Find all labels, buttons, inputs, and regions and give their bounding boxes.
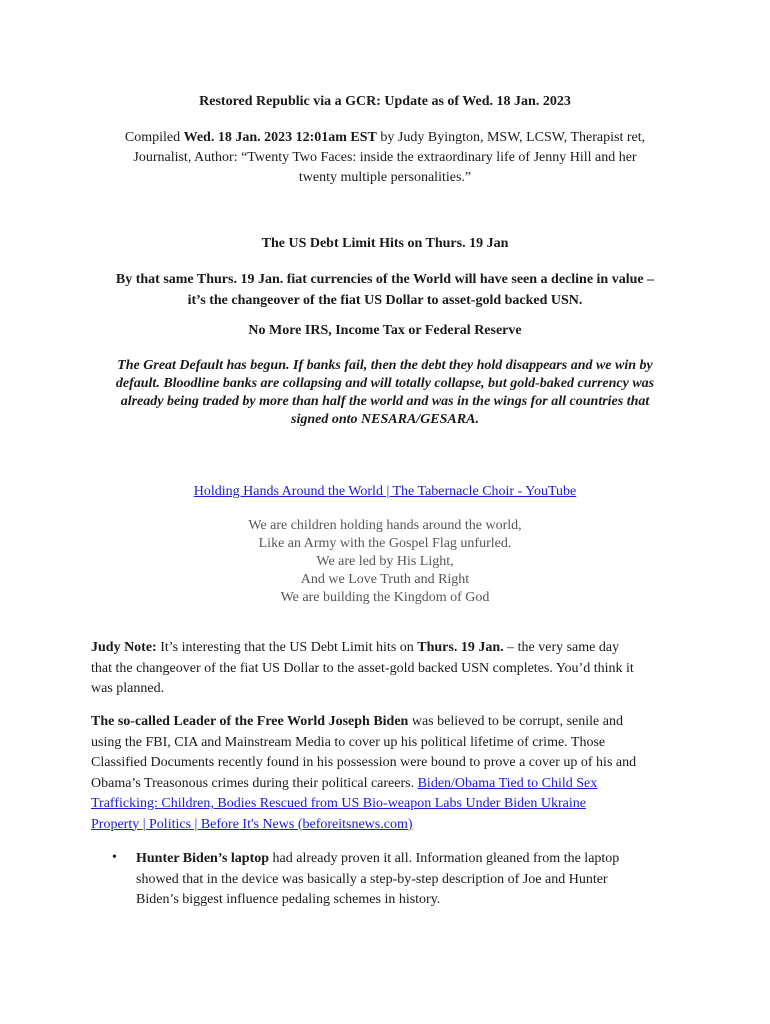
headline-no-irs: No More IRS, Income Tax or Federal Reserve [248, 323, 522, 338]
byline-author: by Judy Byington, MSW, LCSW, Therapist ret, [376, 130, 646, 145]
byline-line-2: Journalist, Author: “Twenty Two Faces: inside the extraordinary life of Jenny Hill and her [133, 150, 637, 165]
italic-line-2: default. Bloodline banks are collapsing and will totally collapse, but gold-baked currency was [115, 376, 655, 391]
headline-fiat-decline [0, 269, 770, 311]
compiled-date: Wed. 18 Jan. 2023 12:01am EST [183, 130, 377, 145]
biden-line-4 [91, 774, 691, 795]
judy-note-line-1 [91, 638, 691, 659]
byline-prefix: Compiled [124, 130, 184, 145]
hunter-bold-lead: Hunter Biden’s laptop [136, 851, 270, 866]
document-title: Restored Republic via a GCR: Update as of Wed. 18 Jan. 2023 [199, 94, 571, 109]
poem-line-3: We are led by His Light, [316, 554, 454, 569]
hunter-line-3: Biden’s biggest influence pedaling schemes in history. [136, 892, 441, 907]
biden-paragraph [91, 712, 691, 835]
biden-line-2: using the FBI, CIA and Mainstream Media to cover up his political lifetime of crime. Those [91, 734, 606, 750]
italic-line-4: signed onto NESARA/GESARA. [291, 412, 479, 427]
video-link-line [0, 484, 770, 500]
poem-block [0, 517, 770, 607]
judy-note-paragraph [91, 638, 691, 700]
tabernacle-choir-video-link[interactable]: Holding Hands Around the World | The Tabernacle Choir - YouTube [193, 484, 577, 499]
byline-line-3: twenty multiple personalities.” [298, 170, 472, 185]
biden-text-1: was believed to be corrupt, senile and [408, 714, 623, 729]
hunter-line-1 [136, 849, 696, 870]
poem-line-2: Like an Army with the Gospel Flag unfurled. [258, 536, 512, 551]
biden-text-4: Obama’s Treasonous crimes during their political careers. [91, 775, 418, 791]
italic-line-1: The Great Default has begun. If banks fail, then the debt they hold disappears and we win by [117, 358, 653, 373]
headline-debt-limit: The US Debt Limit Hits on Thurs. 19 Jan [261, 236, 509, 251]
biden-obama-article-link-1[interactable]: Biden/Obama Tied to Child Sex [417, 775, 598, 791]
biden-line-1 [91, 712, 691, 733]
italic-line-3: already being traded by more than half the world and was in the wings for all countries that [120, 394, 650, 409]
hunter-line-2: showed that in the device was basically a step-by-step description of Joe and Hunter [136, 871, 608, 887]
judy-note-text-2: – the very same day [503, 640, 620, 655]
biden-obama-article-link-2[interactable]: Trafficking: Children, Bodies Rescued from US Bio-weapon Labs Under Biden Ukraine [91, 796, 586, 811]
headline-fiat-line-2: it’s the changeover of the fiat US Dollar to asset-gold backed USN. [187, 293, 583, 308]
bullet-icon: • [112, 850, 117, 865]
poem-line-5: We are building the Kingdom of God [280, 590, 490, 605]
biden-bold-lead: The so-called Leader of the Free World Joseph Biden [91, 714, 409, 729]
headline-fiat-line-1: By that same Thurs. 19 Jan. fiat currencies of the World will have seen a decline in value – [115, 272, 655, 287]
biden-line-5 [91, 794, 691, 815]
hunter-text-1: had already proven it all. Information gleaned from the laptop [269, 851, 620, 866]
biden-obama-article-link-3[interactable]: Property | Politics | Before It's News (beforeitsnews.com) [91, 816, 413, 832]
hunter-laptop-bullet [136, 849, 696, 911]
byline-line-1 [0, 128, 770, 148]
compiled-byline [0, 128, 770, 188]
judy-note-date: Thurs. 19 Jan. [417, 640, 504, 655]
biden-line-3: Classified Documents recently found in his possession were bound to prove a cover up of his and [91, 755, 637, 770]
biden-line-6 [91, 815, 691, 836]
judy-note-text-1: It’s interesting that the US Debt Limit hits on [156, 640, 418, 655]
judy-note-label: Judy Note: [91, 640, 157, 655]
judy-note-line-3: was planned. [91, 681, 165, 696]
judy-note-line-2: that the changeover of the fiat US Dollar to the asset-gold backed USN completes. You’d think it [91, 660, 634, 676]
poem-line-1: We are children holding hands around the world, [248, 518, 522, 533]
great-default-paragraph [0, 357, 770, 429]
poem-line-4: And we Love Truth and Right [300, 572, 470, 587]
